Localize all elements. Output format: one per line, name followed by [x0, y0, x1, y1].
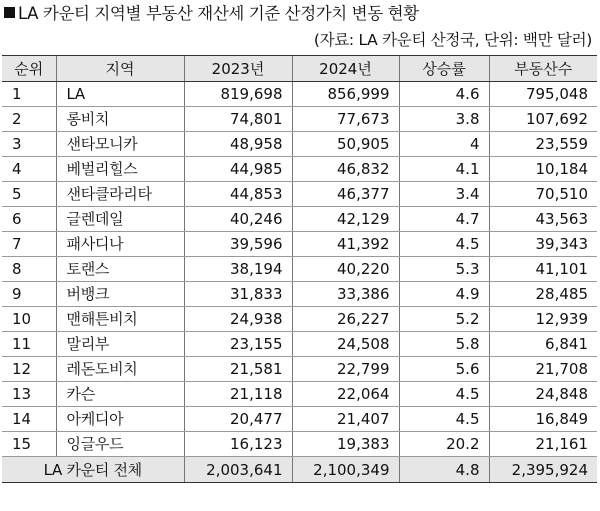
- cell-rank: 15: [2, 432, 56, 457]
- cell-region: LA: [56, 82, 184, 107]
- header-2024: 2024년: [292, 56, 399, 82]
- cell-rank: 7: [2, 232, 56, 257]
- header-property-count: 부동산수: [489, 56, 597, 82]
- cell-growth-rate: 4: [399, 132, 489, 157]
- cell-2024: 21,407: [292, 407, 399, 432]
- cell-property-count: 43,563: [489, 207, 597, 232]
- cell-property-count: 10,184: [489, 157, 597, 182]
- cell-growth-rate: 4.6: [399, 82, 489, 107]
- cell-growth-rate: 4.7: [399, 207, 489, 232]
- header-2023: 2023년: [184, 56, 292, 82]
- cell-property-count: 23,559: [489, 132, 597, 157]
- cell-property-count: 70,510: [489, 182, 597, 207]
- cell-region: 패사디나: [56, 232, 184, 257]
- cell-rank: 9: [2, 282, 56, 307]
- cell-rank: 12: [2, 357, 56, 382]
- cell-rank: 1: [2, 82, 56, 107]
- cell-2023: 44,853: [184, 182, 292, 207]
- cell-region: 말리부: [56, 332, 184, 357]
- cell-growth-rate: 5.6: [399, 357, 489, 382]
- cell-2024: 22,064: [292, 382, 399, 407]
- cell-property-count: 6,841: [489, 332, 597, 357]
- document-title: [4, 4, 596, 24]
- header-row: [2, 56, 597, 82]
- cell-2024: 26,227: [292, 307, 399, 332]
- source-note: (자료: LA 카운티 산정국, 단위: 백만 달러): [313, 31, 592, 49]
- cell-rank: 10: [2, 307, 56, 332]
- cell-2023: 24,938: [184, 307, 292, 332]
- header-growth-rate: 상승률: [399, 56, 489, 82]
- total-2023: 2,003,641: [184, 457, 292, 483]
- cell-2023: 16,123: [184, 432, 292, 457]
- cell-2023: 20,477: [184, 407, 292, 432]
- cell-2024: 77,673: [292, 107, 399, 132]
- cell-2023: 39,596: [184, 232, 292, 257]
- cell-2023: 819,698: [184, 82, 292, 107]
- table-row: [2, 307, 597, 332]
- cell-2024: 33,386: [292, 282, 399, 307]
- cell-rank: 2: [2, 107, 56, 132]
- cell-region: 버뱅크: [56, 282, 184, 307]
- cell-growth-rate: 4.9: [399, 282, 489, 307]
- title-text: LA 카운티 지역별 부동산 재산세 기준 산정가치 변동 현황: [18, 4, 419, 23]
- cell-2023: 21,118: [184, 382, 292, 407]
- cell-growth-rate: 4.5: [399, 232, 489, 257]
- cell-2023: 40,246: [184, 207, 292, 232]
- cell-property-count: 41,101: [489, 257, 597, 282]
- table-row: [2, 157, 597, 182]
- cell-2023: 31,833: [184, 282, 292, 307]
- cell-2024: 22,799: [292, 357, 399, 382]
- cell-2023: 21,581: [184, 357, 292, 382]
- cell-region: 맨해튼비치: [56, 307, 184, 332]
- cell-rank: 8: [2, 257, 56, 282]
- cell-growth-rate: 4.5: [399, 407, 489, 432]
- table-row: [2, 132, 597, 157]
- cell-rank: 3: [2, 132, 56, 157]
- cell-region: 베벌리힐스: [56, 157, 184, 182]
- cell-property-count: 21,708: [489, 357, 597, 382]
- property-value-table: [2, 55, 597, 483]
- cell-growth-rate: 5.2: [399, 307, 489, 332]
- total-growth-rate: 4.8: [399, 457, 489, 483]
- table-row: [2, 357, 597, 382]
- cell-region: 글렌데일: [56, 207, 184, 232]
- cell-growth-rate: 5.8: [399, 332, 489, 357]
- cell-rank: 4: [2, 157, 56, 182]
- cell-growth-rate: 3.4: [399, 182, 489, 207]
- cell-region: 잉글우드: [56, 432, 184, 457]
- cell-2024: 46,377: [292, 182, 399, 207]
- cell-2024: 24,508: [292, 332, 399, 357]
- cell-2023: 44,985: [184, 157, 292, 182]
- cell-2024: 50,905: [292, 132, 399, 157]
- total-label: LA 카운티 전체: [2, 457, 184, 483]
- header-rank: 순위: [2, 56, 56, 82]
- cell-region: 아케디아: [56, 407, 184, 432]
- table-row: [2, 232, 597, 257]
- cell-growth-rate: 4.1: [399, 157, 489, 182]
- cell-property-count: 795,048: [489, 82, 597, 107]
- table-row: [2, 432, 597, 457]
- table-row: [2, 407, 597, 432]
- cell-rank: 5: [2, 182, 56, 207]
- cell-region: 카슨: [56, 382, 184, 407]
- cell-rank: 6: [2, 207, 56, 232]
- cell-region: 레돈도비치: [56, 357, 184, 382]
- cell-property-count: 12,939: [489, 307, 597, 332]
- cell-region: 롱비치: [56, 107, 184, 132]
- cell-2024: 40,220: [292, 257, 399, 282]
- cell-growth-rate: 3.8: [399, 107, 489, 132]
- cell-growth-rate: 4.5: [399, 382, 489, 407]
- cell-2024: 46,832: [292, 157, 399, 182]
- cell-2024: 856,999: [292, 82, 399, 107]
- square-bullet-icon: [4, 7, 15, 18]
- cell-rank: 13: [2, 382, 56, 407]
- cell-property-count: 21,161: [489, 432, 597, 457]
- cell-2024: 19,383: [292, 432, 399, 457]
- cell-property-count: 16,849: [489, 407, 597, 432]
- cell-rank: 11: [2, 332, 56, 357]
- cell-growth-rate: 5.3: [399, 257, 489, 282]
- cell-region: 토랜스: [56, 257, 184, 282]
- cell-2023: 74,801: [184, 107, 292, 132]
- table-row: [2, 382, 597, 407]
- cell-2024: 42,129: [292, 207, 399, 232]
- cell-2024: 41,392: [292, 232, 399, 257]
- table-row: [2, 182, 597, 207]
- header-region: 지역: [56, 56, 184, 82]
- cell-region: 샌타클라리타: [56, 182, 184, 207]
- cell-rank: 14: [2, 407, 56, 432]
- table-row: [2, 82, 597, 107]
- cell-2023: 48,958: [184, 132, 292, 157]
- cell-property-count: 28,485: [489, 282, 597, 307]
- total-row: [2, 457, 597, 483]
- table-row: [2, 107, 597, 132]
- cell-property-count: 107,692: [489, 107, 597, 132]
- cell-2023: 38,194: [184, 257, 292, 282]
- table-row: [2, 332, 597, 357]
- total-2024: 2,100,349: [292, 457, 399, 483]
- total-property-count: 2,395,924: [489, 457, 597, 483]
- cell-region: 샌타모니카: [56, 132, 184, 157]
- cell-property-count: 24,848: [489, 382, 597, 407]
- table-row: [2, 282, 597, 307]
- table-row: [2, 207, 597, 232]
- cell-property-count: 39,343: [489, 232, 597, 257]
- cell-growth-rate: 20.2: [399, 432, 489, 457]
- cell-2023: 23,155: [184, 332, 292, 357]
- table-row: [2, 257, 597, 282]
